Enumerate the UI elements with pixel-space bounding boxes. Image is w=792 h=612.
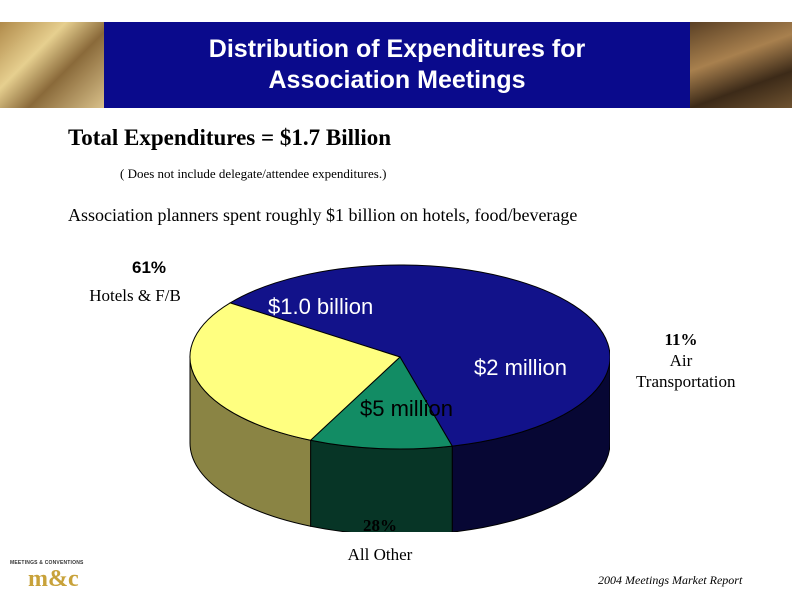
expenditure-note: ( Does not include delegate/attendee expenditures.) (120, 166, 387, 181)
other-percent-label: 28% (363, 516, 397, 535)
total-expenditures: Total Expenditures = $1.7 Billion (68, 125, 392, 150)
air-percent-label: 11% (664, 330, 698, 349)
mc-logo (10, 560, 96, 594)
slide-title: Distribution of Expenditures for Association Meetings (208, 35, 586, 94)
auditorium-photo-right (690, 22, 792, 108)
air-value-label: $2 million (474, 355, 567, 380)
hotels-category-label: Hotels & F/B (89, 286, 181, 305)
air-category-text: Air Transportation (636, 351, 736, 391)
ballroom-photo-left (0, 22, 104, 108)
other-category-label: All Other (347, 545, 413, 564)
planner-summary: Association planners spent roughly $1 billion on hotels, food/beverage (68, 205, 578, 225)
source-credit: 2004 Meetings Market Report (598, 573, 743, 587)
hotels-value-label: $1.0 billion (268, 294, 374, 319)
logo-mark: m&c (28, 566, 79, 592)
logo-wordmark: MEETINGS & CONVENTIONS (10, 560, 84, 566)
other-value-label: $5 million (360, 396, 453, 421)
air-category-label (606, 350, 756, 392)
hotels-percent-label: 61% (131, 258, 167, 277)
header-banner (0, 22, 792, 108)
title-box (104, 22, 690, 108)
